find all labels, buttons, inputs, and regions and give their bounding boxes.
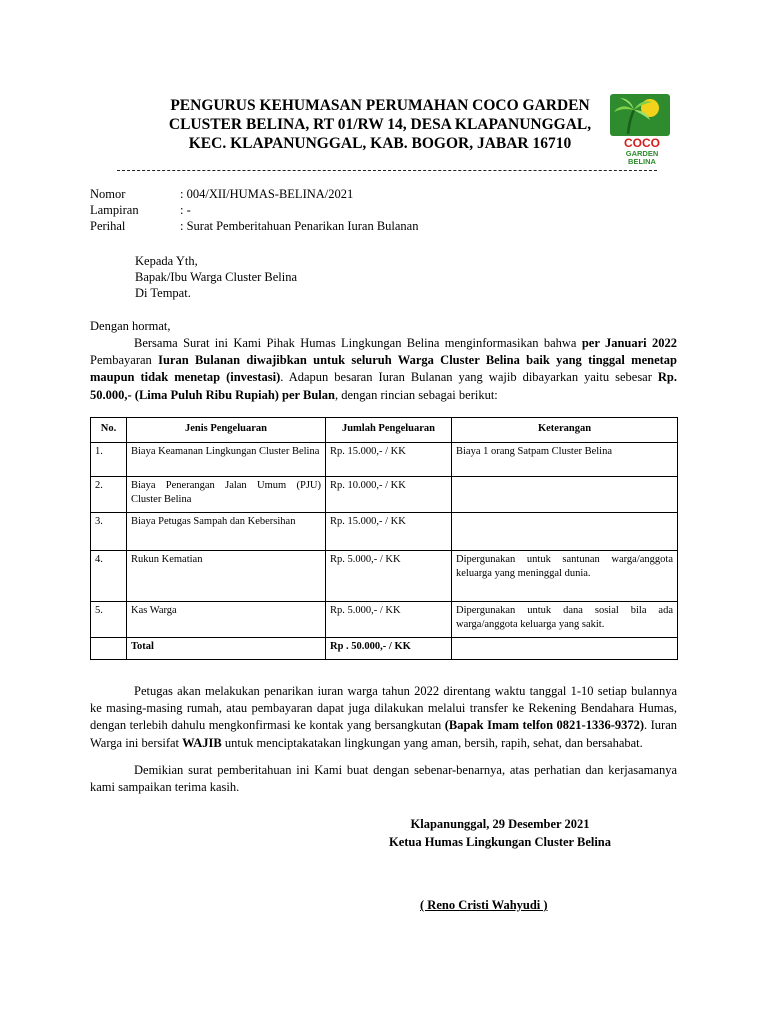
p2-bold-1: (Bapak Imam telfon 0821-1336-9372): [444, 718, 645, 733]
table-row: [91, 551, 678, 602]
row-no: 1.: [91, 443, 127, 477]
logo-word-belina: BELINA: [628, 157, 656, 166]
p2-text-2: . Iuran Warga ini bersifat: [90, 718, 677, 750]
p1-text-3: . Adapun besaran Iuran Bulanan yang wajib dibayarkan yaitu sebesar: [280, 370, 658, 385]
nomor-label: Nomor: [90, 187, 126, 201]
letterhead: [90, 96, 670, 153]
row-keterangan: [452, 513, 678, 551]
signatory-title: Ketua Humas Lingkungan Cluster Belina: [388, 835, 612, 849]
recipient-block: [135, 253, 297, 301]
row-no: 3.: [91, 513, 127, 551]
row-keterangan: [452, 477, 678, 513]
letterhead-line-1: PENGURUS KEHUMASAN PERUMAHAN COCO GARDEN: [170, 97, 590, 114]
row-no: 2.: [91, 477, 127, 513]
col-header-jenis: Jenis Pengeluaran: [127, 418, 326, 443]
lampiran-value: : -: [180, 203, 191, 217]
p1-bold-1: per Januari 2022: [581, 336, 677, 350]
letterhead-line-2: CLUSTER BELINA, RT 01/RW 14, DESA KLAPANUNGGAL,: [168, 116, 592, 133]
table-row: [91, 513, 678, 551]
row-no: 5.: [91, 602, 127, 638]
row-keterangan: Dipergunakan untuk santunan warga/anggota keluarga yang meninggal dunia.: [452, 551, 678, 602]
recipient-line-1: Kepada Yth,: [135, 254, 198, 268]
signatory-name: ( Reno Cristi Wahyudi ): [420, 898, 548, 912]
p2-text-3: untuk menciptakatakan lingkungan yang aman, bersih, rapih, sehat, dan bersahabat.: [221, 735, 643, 750]
col-header-jumlah: Jumlah Pengeluaran: [326, 418, 452, 443]
row-keterangan: Biaya 1 orang Satpam Cluster Belina: [452, 443, 678, 477]
p1-text-4: , dengan rincian sebagai berikut:: [334, 387, 498, 402]
recipient-line-3: Di Tempat.: [135, 286, 191, 300]
p1-text-1: Bersama Surat ini Kami Pihak Humas Lingkungan Belina menginformasikan bahwa: [134, 336, 582, 350]
row-jumlah: Rp. 5.000,- / KK: [326, 602, 452, 638]
coco-garden-logo: [608, 92, 672, 170]
col-header-no: No.: [91, 418, 127, 443]
p2-bold-2: WAJIB: [182, 735, 222, 750]
letter-meta: [90, 186, 418, 234]
place-date: Klapanunggal, 29 Desember 2021: [410, 817, 590, 831]
row-keterangan: Dipergunakan untuk dana sosial bila ada warga/anggota keluarga yang sakit.: [452, 602, 678, 638]
signature-block: [360, 815, 640, 851]
row-jumlah: Rp. 5.000,- / KK: [326, 551, 452, 602]
paragraph-3: Demikian surat pemberitahuan ini Kami buat dengan sebenar-benarnya, atas perhatian dan kerjasamanya kami sampaikan terima kasih.: [90, 763, 677, 795]
table-row: [91, 443, 678, 477]
paragraph-1: [90, 335, 677, 404]
total-no-cell: [91, 638, 127, 660]
fee-table: [90, 417, 678, 660]
total-value: Rp . 50.000,- / KK: [326, 638, 452, 660]
nomor-value: : 004/XII/HUMAS-BELINA/2021: [180, 187, 354, 201]
recipient-line-2: Bapak/Ibu Warga Cluster Belina: [135, 270, 298, 284]
row-jenis: Kas Warga: [127, 602, 326, 638]
logo-word-garden: GARDEN: [625, 149, 659, 158]
col-header-keterangan: Keterangan: [452, 418, 678, 443]
salutation: Dengan hormat,: [90, 319, 171, 333]
header-divider: [117, 170, 657, 171]
table-header-row: [91, 418, 678, 443]
row-jumlah: Rp. 15.000,- / KK: [326, 443, 452, 477]
row-no: 4.: [91, 551, 127, 602]
p2-text-1: Petugas akan melakukan penarikan iuran warga tahun 2022 direntang waktu tanggal 1-10 setiap bulannya ke masing-masing rumah, atau pembayaran dapat juga dilakukan melalui transfer ke Rekening Bendahara Humas, dengan terlebih dahulu mengkonfirmasi ke kontak yang bersangkutan: [90, 684, 677, 733]
p1-bold-3: Rp. 50.000,- (Lima Puluh Ribu Rupiah) per Bulan: [90, 370, 678, 402]
perihal-label: Perihal: [90, 219, 126, 233]
total-label: Total: [127, 638, 326, 660]
row-jenis: Biaya Petugas Sampah dan Kebersihan: [127, 513, 326, 551]
row-jenis: Biaya Penerangan Jalan Umum (PJU) Cluster Belina: [127, 477, 326, 513]
p1-text-2: Pembayaran: [90, 353, 159, 368]
total-keterangan-cell: [452, 638, 678, 660]
paragraph-2: [90, 683, 677, 752]
letterhead-line-3: KEC. KLAPANUNGGAL, KAB. BOGOR, JABAR 16710: [188, 135, 572, 152]
lampiran-label: Lampiran: [90, 203, 139, 217]
p1-bold-2: Iuran Bulanan diwajibkan untuk seluruh Warga Cluster Belina baik yang tinggal menetap maupun tidak menetap (investasi): [90, 353, 677, 385]
row-jenis: Biaya Keamanan Lingkungan Cluster Belina: [127, 443, 326, 477]
row-jumlah: Rp. 15.000,- / KK: [326, 513, 452, 551]
table-row: [91, 602, 678, 638]
row-jenis: Rukun Kematian: [127, 551, 326, 602]
table-row: [91, 477, 678, 513]
logo-word-coco: COCO: [624, 136, 660, 150]
table-total-row: [91, 638, 678, 660]
perihal-value: : Surat Pemberitahuan Penarikan Iuran Bulanan: [180, 219, 419, 233]
row-jumlah: Rp. 10.000,- / KK: [326, 477, 452, 513]
